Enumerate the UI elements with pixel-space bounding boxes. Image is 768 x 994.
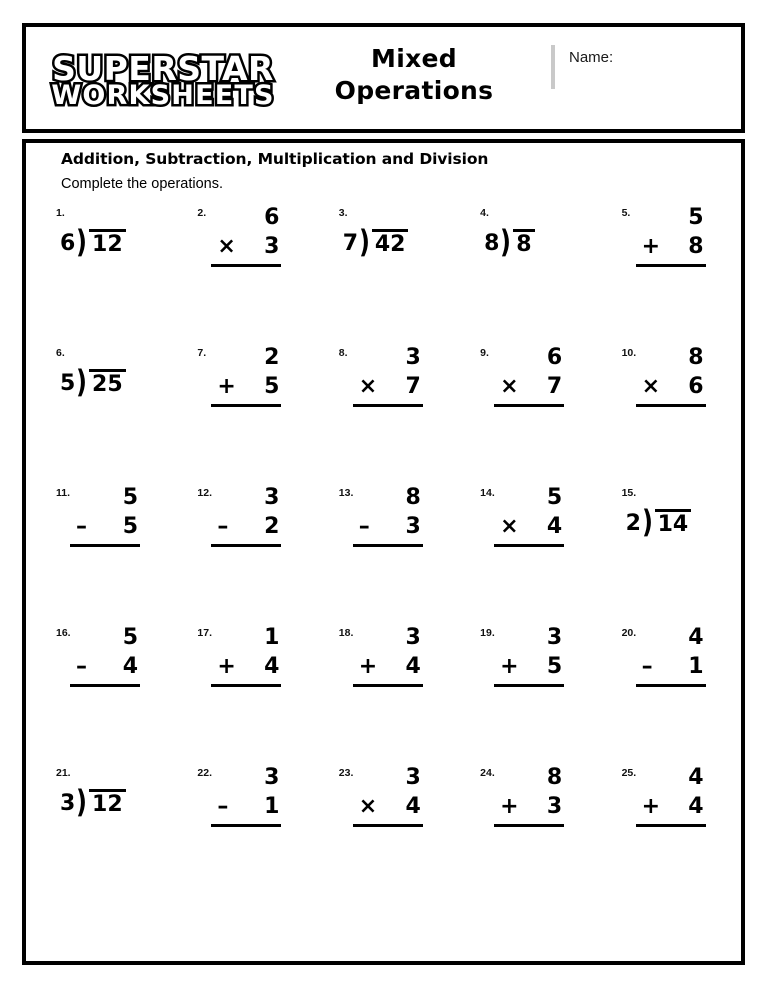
name-field-divider <box>551 45 555 89</box>
vertical-problem <box>636 623 712 687</box>
second-operand: 4 <box>688 794 704 820</box>
problem-cell-6 <box>34 343 175 483</box>
second-operand: 1 <box>688 654 704 680</box>
problem-cell-16 <box>34 623 175 763</box>
divisor: 2 <box>625 511 641 536</box>
logo-line-worksheets: WORKSHEETS <box>51 79 275 111</box>
problem-number: 10. <box>621 347 637 359</box>
dividend: 12 <box>89 789 126 816</box>
answer-rule <box>353 824 423 827</box>
vertical-problem <box>494 623 570 687</box>
vertical-problem <box>353 623 429 687</box>
problem-number: 2. <box>197 207 207 219</box>
problem-cell-3 <box>317 203 458 343</box>
first-operand: 3 <box>546 625 563 650</box>
problem-cell-12 <box>175 483 316 623</box>
operator-symbol: × <box>217 234 236 260</box>
answer-rule <box>70 684 140 687</box>
problem-row <box>34 203 741 343</box>
first-operand: 1 <box>264 625 280 650</box>
division-bracket-icon: ) <box>359 223 371 261</box>
problem-number: 20. <box>621 627 637 639</box>
problem-cell-1 <box>34 203 175 343</box>
second-operand: 5 <box>122 514 138 540</box>
problem-cell-4 <box>458 203 599 343</box>
operator-symbol: + <box>641 794 660 820</box>
problem-row <box>34 763 741 903</box>
problem-number: 16. <box>56 627 71 639</box>
operator-and-second-operand <box>211 512 287 541</box>
operator-symbol: – <box>76 654 87 680</box>
first-operand: 5 <box>546 485 563 510</box>
second-operand: 3 <box>546 794 563 820</box>
answer-rule <box>494 544 564 547</box>
problem-number: 1. <box>56 207 65 219</box>
first-operand: 8 <box>688 345 704 370</box>
first-operand: 3 <box>264 765 280 790</box>
operator-and-second-operand <box>636 372 712 401</box>
second-operand: 5 <box>546 654 563 680</box>
vertical-problem <box>636 763 712 827</box>
problem-cell-5 <box>600 203 741 343</box>
problem-number: 15. <box>621 487 637 499</box>
operator-and-second-operand <box>211 232 287 261</box>
answer-rule <box>636 824 706 827</box>
answer-rule <box>353 544 423 547</box>
operator-and-second-operand <box>494 792 570 821</box>
problem-number: 14. <box>480 487 495 499</box>
problem-number: 19. <box>480 627 495 639</box>
problem-row <box>34 483 741 623</box>
instruction-text: Complete the operations. <box>61 176 224 192</box>
vertical-problem <box>494 483 570 547</box>
problem-cell-14 <box>458 483 599 623</box>
name-field-label: Name: <box>569 49 614 66</box>
operator-symbol: + <box>217 654 236 680</box>
problem-number: 23. <box>338 767 354 779</box>
problem-cell-11 <box>34 483 175 623</box>
problem-number: 25. <box>621 767 637 779</box>
problem-cell-20 <box>600 623 741 763</box>
division-bracket-icon: ) <box>641 503 653 541</box>
vertical-problem <box>211 203 287 267</box>
first-operand: 3 <box>405 625 421 650</box>
operator-and-second-operand <box>211 792 287 821</box>
problem-number: 7. <box>197 347 207 359</box>
problem-number: 18. <box>338 627 354 639</box>
first-operand: 2 <box>264 345 280 370</box>
vertical-problem <box>353 343 429 407</box>
division-problem <box>625 503 692 541</box>
vertical-problem <box>211 763 287 827</box>
problem-number: 4. <box>480 207 489 219</box>
problem-cell-8 <box>317 343 458 483</box>
second-operand: 3 <box>405 514 421 540</box>
problem-number: 17. <box>197 627 212 639</box>
problem-cell-2 <box>175 203 316 343</box>
problem-cell-23 <box>317 763 458 903</box>
operator-and-second-operand <box>353 652 429 681</box>
problem-cell-25 <box>600 763 741 903</box>
second-operand: 3 <box>264 234 280 260</box>
vertical-problem <box>353 763 429 827</box>
operator-and-second-operand <box>494 652 570 681</box>
division-bracket-icon: ) <box>76 223 88 261</box>
dividend: 25 <box>89 369 126 396</box>
operator-symbol: – <box>76 514 87 540</box>
operator-symbol: – <box>217 514 229 540</box>
second-operand: 2 <box>264 514 280 540</box>
first-operand: 4 <box>688 765 704 790</box>
problem-number: 11. <box>56 487 71 499</box>
problem-cell-18 <box>317 623 458 763</box>
operator-symbol: – <box>358 514 370 540</box>
division-problem <box>60 363 126 401</box>
operator-symbol: × <box>641 374 660 400</box>
first-operand: 5 <box>122 625 138 650</box>
operator-and-second-operand <box>636 652 712 681</box>
problem-number: 13. <box>338 487 354 499</box>
first-operand: 8 <box>546 765 563 790</box>
problem-grid <box>34 203 741 903</box>
first-operand: 3 <box>405 765 421 790</box>
vertical-problem <box>211 483 287 547</box>
superstar-worksheets-logo <box>51 37 275 125</box>
problem-cell-21 <box>34 763 175 903</box>
operator-symbol: × <box>500 514 519 540</box>
second-operand: 6 <box>688 374 704 400</box>
problem-number: 8. <box>338 347 348 359</box>
answer-rule <box>70 544 140 547</box>
division-bracket-icon: ) <box>76 783 88 821</box>
operator-symbol: + <box>358 654 378 680</box>
problem-cell-19 <box>458 623 599 763</box>
second-operand: 4 <box>546 514 563 540</box>
vertical-problem <box>70 623 146 687</box>
vertical-problem <box>494 343 570 407</box>
answer-rule <box>636 684 706 687</box>
operator-and-second-operand <box>70 512 146 541</box>
problem-cell-22 <box>175 763 316 903</box>
answer-rule <box>353 404 423 407</box>
vertical-problem <box>211 623 287 687</box>
second-operand: 7 <box>546 374 563 400</box>
second-operand: 8 <box>688 234 704 260</box>
first-operand: 3 <box>405 345 421 370</box>
operator-symbol: + <box>641 234 660 260</box>
second-operand: 4 <box>122 654 138 680</box>
answer-rule <box>353 684 423 687</box>
problem-row <box>34 343 741 483</box>
answer-rule <box>636 404 706 407</box>
division-problem <box>342 223 409 261</box>
first-operand: 3 <box>264 485 280 510</box>
operator-symbol: × <box>358 374 378 400</box>
divisor: 5 <box>60 371 76 396</box>
answer-rule <box>211 824 281 827</box>
second-operand: 4 <box>405 654 421 680</box>
logo-line-superstar: SUPERSTAR <box>52 49 274 89</box>
problem-cell-17 <box>175 623 316 763</box>
vertical-problem <box>494 763 570 827</box>
dividend: 12 <box>89 229 126 256</box>
operator-and-second-operand <box>353 512 429 541</box>
answer-rule <box>636 264 706 267</box>
operator-symbol: + <box>217 374 236 400</box>
operator-symbol: – <box>641 654 653 680</box>
dividend: 42 <box>372 229 409 256</box>
operator-symbol: + <box>500 794 519 820</box>
answer-rule <box>211 544 281 547</box>
first-operand: 6 <box>546 345 563 370</box>
vertical-problem <box>636 203 712 267</box>
operator-and-second-operand <box>494 512 570 541</box>
answer-rule <box>494 404 564 407</box>
divisor: 3 <box>60 791 76 816</box>
vertical-problem <box>636 343 712 407</box>
answer-rule <box>211 264 281 267</box>
first-operand: 6 <box>264 205 280 230</box>
problem-number: 3. <box>338 207 348 219</box>
problem-cell-10 <box>600 343 741 483</box>
operator-symbol: – <box>217 794 229 820</box>
answer-rule <box>494 684 564 687</box>
operator-and-second-operand <box>211 652 287 681</box>
problem-number: 6. <box>56 347 65 359</box>
division-bracket-icon: ) <box>76 363 88 401</box>
answer-rule <box>211 684 281 687</box>
problem-row <box>34 623 741 763</box>
division-problem <box>484 223 534 261</box>
operator-and-second-operand <box>353 372 429 401</box>
problem-number: 24. <box>480 767 495 779</box>
answer-rule <box>494 824 564 827</box>
second-operand: 5 <box>264 374 280 400</box>
subject-heading: Addition, Subtraction, Multiplication and Division <box>61 150 489 168</box>
problem-number: 5. <box>621 207 631 219</box>
problem-cell-13 <box>317 483 458 623</box>
problem-number: 12. <box>197 487 212 499</box>
operator-symbol: × <box>500 374 519 400</box>
operator-symbol: + <box>500 654 519 680</box>
dividend: 8 <box>513 229 534 256</box>
operator-symbol: × <box>358 794 378 820</box>
second-operand: 7 <box>405 374 421 400</box>
division-bracket-icon: ) <box>500 223 512 261</box>
second-operand: 4 <box>264 654 280 680</box>
problem-cell-24 <box>458 763 599 903</box>
divisor: 6 <box>60 231 76 256</box>
operator-and-second-operand <box>636 232 712 261</box>
first-operand: 8 <box>405 485 421 510</box>
worksheet-body-panel <box>22 139 745 965</box>
division-problem <box>60 223 126 261</box>
dividend: 14 <box>655 509 692 536</box>
answer-rule <box>211 404 281 407</box>
divisor: 7 <box>342 231 359 256</box>
problem-cell-7 <box>175 343 316 483</box>
problem-number: 22. <box>197 767 212 779</box>
problem-number: 9. <box>480 347 489 359</box>
divisor: 8 <box>484 231 500 256</box>
second-operand: 1 <box>264 794 280 820</box>
page-title-line-1: Mixed <box>371 44 457 73</box>
operator-and-second-operand <box>494 372 570 401</box>
first-operand: 5 <box>688 205 704 230</box>
page-title-line-2: Operations <box>334 76 494 105</box>
first-operand: 4 <box>688 625 704 650</box>
operator-and-second-operand <box>70 652 146 681</box>
problem-number: 21. <box>56 767 71 779</box>
operator-and-second-operand <box>353 792 429 821</box>
first-operand: 5 <box>122 485 138 510</box>
operator-and-second-operand <box>211 372 287 401</box>
header-panel <box>22 23 745 133</box>
vertical-problem <box>353 483 429 547</box>
vertical-problem <box>211 343 287 407</box>
problem-cell-9 <box>458 343 599 483</box>
operator-and-second-operand <box>636 792 712 821</box>
second-operand: 4 <box>405 794 421 820</box>
problem-cell-15 <box>600 483 741 623</box>
vertical-problem <box>70 483 146 547</box>
division-problem <box>60 783 126 821</box>
page-title <box>294 43 534 107</box>
